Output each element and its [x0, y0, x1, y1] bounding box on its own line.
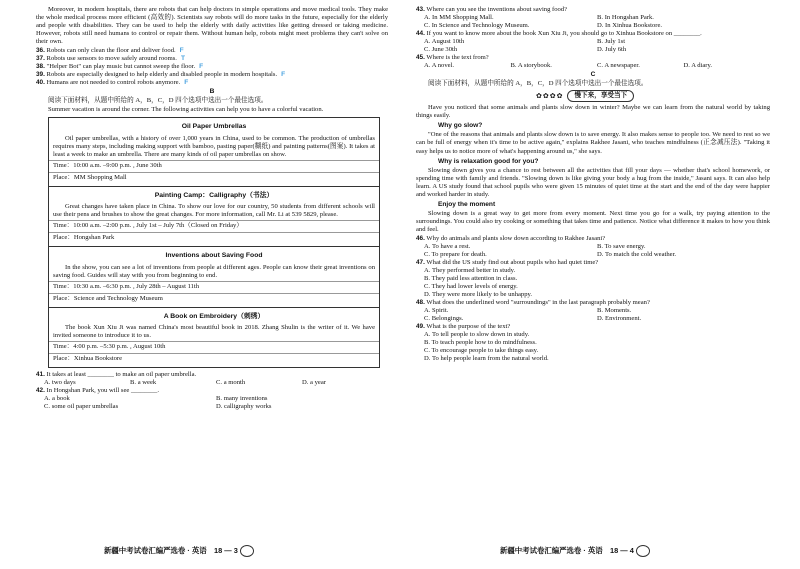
instruction-b: 阅读下面材料，从题中所给的 A，B，C，D 四个选项中选出一个最佳选项。 — [48, 97, 268, 105]
activity-title: Painting Camp：Calligraphy（书法） — [154, 191, 274, 199]
option-a[interactable]: A. A novel. — [424, 62, 455, 70]
option-b[interactable]: B. To save energy. — [597, 242, 646, 250]
question-49-options — [424, 331, 770, 363]
activity-place: Place：Science and Technology Museum — [49, 293, 379, 304]
activity-title: Oil Paper Umbrellas — [181, 123, 247, 131]
page-footer: 新疆中考试卷汇编严选卷 · 英语 18 — 4 — [500, 545, 650, 557]
activity-title: A Book on Embroidery（刺绣） — [163, 312, 265, 320]
option-d[interactable]: D. In Xinhua Bookstore. — [597, 22, 663, 30]
question-42-options — [44, 395, 388, 403]
option-c[interactable]: C. In Science and Technology Museum. — [424, 22, 530, 30]
activity-body: The book Xun Xiu Ji was named China's most beautiful book in 2018. Zhang Shulin is the writer of it. We have invited someone to introduce it to us. — [53, 323, 375, 339]
option-b[interactable]: B. Moments. — [597, 307, 632, 315]
passage-paragraph: "One of the reasons that animals and plants slow down is to save energy. It also makes sense to people too. We need to rest so we can be full of energy when it's time to be active again," explains Rakhee Jasani, who teaches mindfulness (正念减压法). "Taking it easy helps us to notice more of what's happening around us," she says. — [416, 131, 770, 155]
tf-item-38: 38. "Helper Bot" can play music but cannot sweep the floor. F — [36, 63, 204, 71]
question-44-options-2 — [424, 46, 770, 54]
option-c[interactable]: C. a month — [216, 379, 246, 387]
option-b[interactable]: B. A storybook. — [510, 62, 552, 70]
question-45: 45. Where is the text from? — [416, 54, 489, 62]
publisher-seal-icon — [240, 545, 254, 557]
question-48-options — [424, 307, 770, 315]
activity-inventions-saving-food — [49, 247, 379, 307]
tf-list — [36, 47, 388, 87]
tf-item-40: 40. Humans are not needed to control robots anymore. F — [36, 79, 189, 87]
activity-body: Oil paper umbrellas, with a history of over 1,000 years in China, used to be common. The production of umbrellas requires many steps, including making support with bamboo, pasting paper(糊纸) and painting patterns(图案). It takes at least a week to make an umbrella. There are many kinds of oil paper umbrellas on show. — [53, 134, 375, 158]
option-d[interactable]: D. To match the cold weather. — [597, 250, 677, 258]
option-c[interactable]: C. A newspaper. — [597, 62, 640, 70]
question-45-options — [424, 62, 770, 70]
activity-oil-paper-umbrellas — [49, 118, 379, 186]
question-42: 42. In Hongshan Park, you will see ________. — [36, 387, 159, 395]
question-42-options-2 — [44, 403, 388, 411]
section-b-heading: B — [209, 88, 215, 96]
option-c[interactable]: C. Belongings. — [424, 315, 464, 323]
activity-place: Place：Xinhua Bookstore — [49, 353, 379, 364]
question-46-options-2 — [424, 251, 770, 259]
option-a[interactable]: A. They performed better in study. — [424, 266, 516, 274]
option-a[interactable]: A. To have a rest. — [424, 242, 471, 250]
option-d[interactable]: D. a year — [302, 379, 326, 387]
option-b[interactable]: B. To teach people how to do mindfulness. — [424, 339, 537, 347]
activity-time: Time：10:00 a.m. –9:00 p.m. , June 30th — [49, 160, 379, 171]
activity-book-embroidery — [49, 308, 379, 367]
passage-title: 慢下来，享受当下 — [567, 90, 634, 102]
option-b[interactable]: B. many inventions — [216, 395, 268, 403]
activity-painting-camp — [49, 187, 379, 247]
passage-subheading: Why go slow? — [438, 122, 483, 130]
decoration-icon: ✿✿✿✿ — [536, 92, 564, 101]
passage-paragraph: Slowing down is a great way to get more from every moment. Next time you go for a walk, try paying attention to the surroundings. You could also try cooking or something that takes time and patience. Notice what difference it makes to how you think and feel. — [416, 209, 770, 233]
option-c[interactable]: C. They had lower levels of energy. — [424, 283, 518, 290]
option-d[interactable]: D. Environment. — [597, 315, 642, 323]
question-41: 41. It takes at least ________ to make an oil paper umbrella. — [36, 371, 197, 379]
option-a[interactable]: A. To tell people to slow down in study. — [424, 331, 530, 339]
option-a[interactable]: A. Spirit. — [424, 307, 449, 315]
passage-subheading: Enjoy the moment — [438, 200, 496, 208]
activity-body: In the show, you can see a lot of inventions from people at different ages. People can know their great inventions on saving food. Guides will stay with you from beginning to end. — [53, 263, 375, 279]
activity-time: Time：10:00 a.m. –2:00 p.m. , July 1st – July 7th（Closed on Friday） — [49, 220, 379, 231]
question-41-options — [44, 379, 388, 387]
passage-paragraph: Have you noticed that some animals and plants slow down in winter? Maybe we can learn from the natural world by taking things easily. — [416, 104, 770, 120]
question-43: 43. Where can you see the inventions about saving food? — [416, 6, 568, 13]
option-d[interactable]: D. They were more likely to be unhappy. — [424, 291, 533, 299]
question-47: 47. What did the US study find out about pupils who had quiet time? — [416, 258, 599, 266]
option-c[interactable]: C. To prepare for death. — [424, 250, 487, 258]
option-d[interactable]: D. July 6th — [597, 46, 627, 54]
activity-time: Time：4:00 p.m. –5:30 p.m. , August 10th — [49, 341, 379, 352]
question-47-options — [424, 267, 770, 299]
question-46: 46. Why do animals and plants slow down according to Rakhee Jasani? — [416, 234, 606, 242]
activity-place: Place：Hongshan Park — [49, 232, 379, 243]
option-b[interactable]: B. a week — [130, 379, 157, 387]
option-a[interactable]: A. two days — [44, 379, 76, 387]
question-46-options — [424, 243, 770, 251]
page-footer: 新疆中考试卷汇编严选卷 · 英语 18 — 3 — [104, 545, 254, 557]
activity-time: Time：10:30 a.m. –6:30 p.m. , July 28th – August 11th — [49, 281, 379, 292]
activities-box — [48, 117, 380, 368]
activity-place: Place：MM Shopping Mall — [49, 172, 379, 183]
tf-answer: F — [184, 79, 189, 87]
option-c[interactable]: C. some oil paper umbrellas — [44, 403, 119, 411]
right-page — [400, 0, 800, 569]
instruction-c: 阅读下面材料，从题中所给的 A，B，C，D 四个选项中选出一个最佳选项。 — [428, 80, 648, 88]
tf-answer: F — [199, 63, 204, 71]
question-48-options-2 — [424, 315, 770, 323]
option-d[interactable]: D. A diary. — [683, 62, 713, 70]
title-banner — [536, 90, 770, 102]
question-44-options — [424, 38, 770, 46]
option-b[interactable]: B. In Hongshan Park. — [597, 14, 654, 22]
tf-answer: F — [281, 71, 286, 79]
option-a[interactable]: A. a book — [44, 395, 70, 403]
option-d[interactable]: D. To help people learn from the natural world. — [424, 355, 549, 363]
option-c[interactable]: C. June 30th — [424, 46, 458, 54]
tf-item-36: 36. Robots can only clean the floor and deliver food. F — [36, 47, 184, 55]
intro-b: Summer vacation is around the corner. The following activities can help you to have a colorful vacation. — [48, 106, 324, 114]
question-43-options-2 — [424, 22, 770, 30]
option-c[interactable]: C. To encourage people to take things easy. — [424, 347, 539, 355]
passage-subheading: Why is relaxation good for you? — [438, 157, 539, 165]
option-b[interactable]: B. July 1st — [597, 38, 626, 46]
section-c-heading: C — [590, 71, 596, 79]
passage-paragraph: Slowing down gives you a chance to rest between all the activities that fill your days — whether that's school homework, or spending time with family and friends. "Slowing down is like giving your body a hug from the inside," Jasani says. It can also help learn. A US study found that school pupils who were given 15 minutes of quiet time at the start and the end of the day were happier and worked harder in study. — [416, 166, 770, 198]
option-a[interactable]: A. In MM Shopping Mall. — [424, 14, 494, 22]
option-d[interactable]: D. calligraphy works — [216, 403, 272, 411]
activity-title: Inventions about Saving Food — [165, 252, 263, 260]
question-48: 48. What does the underlined word "surroundings" in the last paragraph probably mean? — [416, 299, 650, 307]
tf-item-39: 39. Robots are especially designed to help elderly and disabled people in modern hospitals. F — [36, 71, 286, 79]
option-a[interactable]: A. August 10th — [424, 38, 465, 46]
tf-answer: F — [179, 47, 184, 55]
tf-answer: T — [180, 55, 185, 63]
activity-body: Great changes have taken place in China. To show our love for our country, 50 students from different schools will use their pens and brushes to show the great changes. For more information, call Mr. Li at 539 5829, please. — [53, 203, 375, 219]
tf-item-37: 37. Robots use sensors to move safely around rooms. T — [36, 55, 185, 63]
question-43-options — [424, 14, 770, 22]
question-44: 44. If you want to know more about the book Xun Xiu Ji, you should go to Xinhua Bookstore on ________. — [416, 30, 702, 38]
publisher-seal-icon — [636, 545, 650, 557]
option-b[interactable]: B. They paid less attention in class. — [424, 274, 518, 282]
intro-paragraph: Moreover, in modern hospitals, there are robots that can help doctors in simple operations and move medical tools. They make the whole medical process more efficient (高效的). Scientists say robots will do more tasks in the future, especially for the elderly and people with disabilities. They can be used to help the elderly with daily activities like getting dressed or taking medicine. However, robots still need humans to control or repair them. Without human help, robots might meet problems they can't solve on their own. — [36, 6, 388, 46]
question-49: 49. What is the purpose of the text? — [416, 323, 511, 331]
